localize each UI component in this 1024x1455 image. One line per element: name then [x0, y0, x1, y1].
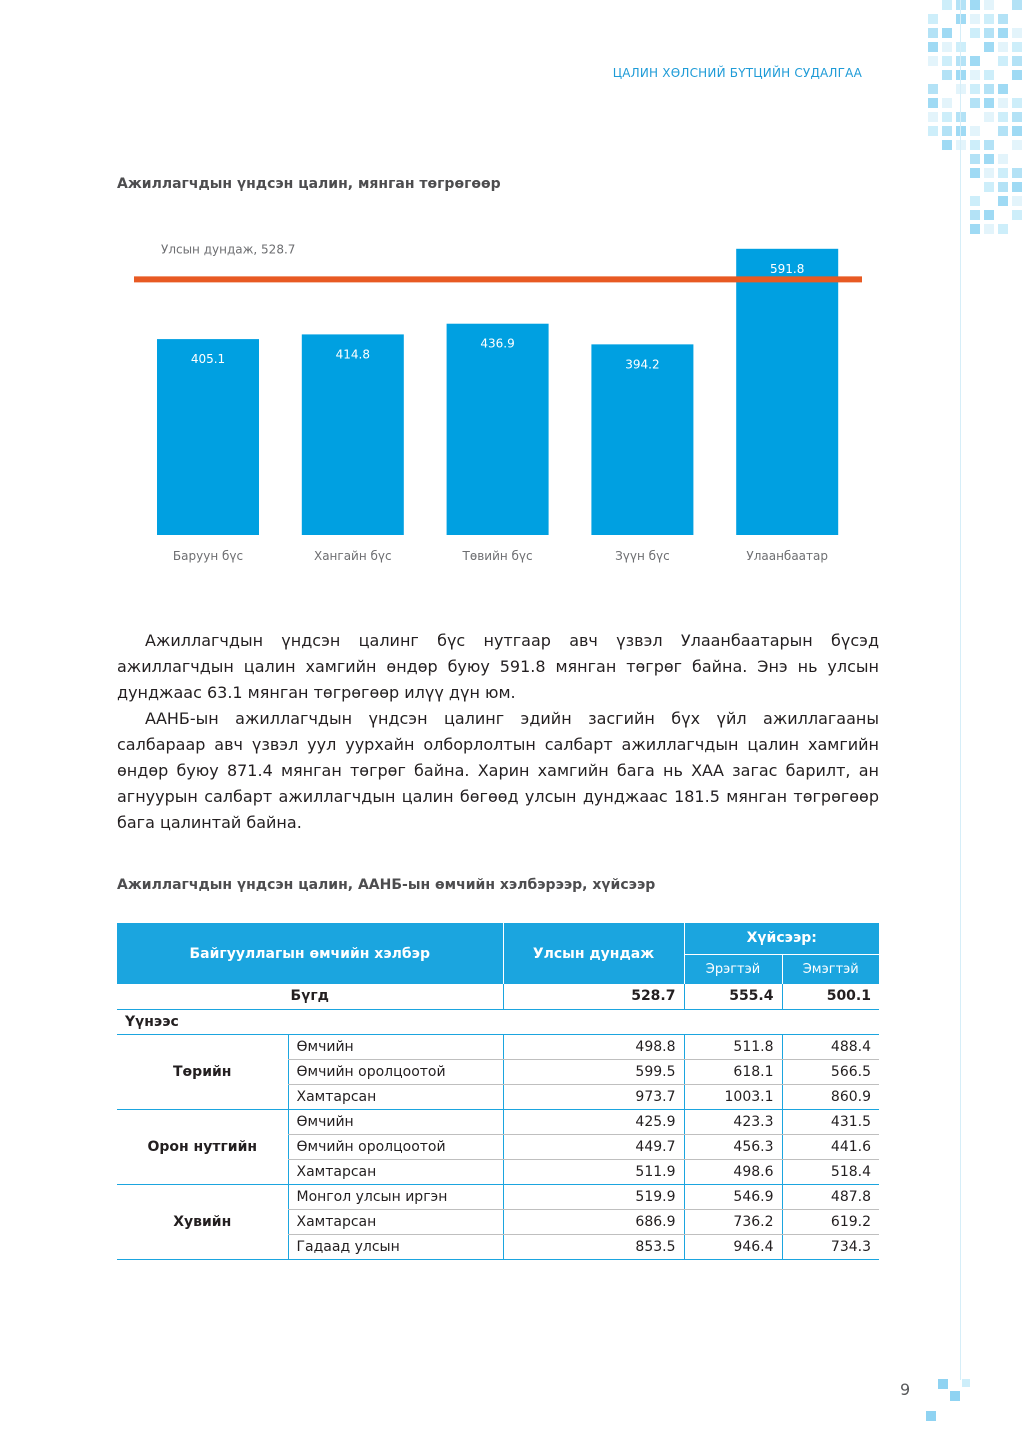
bar: [591, 344, 693, 535]
decorative-pixel: [928, 28, 938, 38]
table-body: [117, 984, 879, 1259]
cell-male: 511.8: [684, 1034, 782, 1059]
header-national-average: Улсын дундаж: [503, 923, 684, 984]
header-by-sex: Хүйсээр:: [684, 923, 879, 954]
cell-female: 518.4: [782, 1159, 879, 1184]
decorative-pixel: [1012, 98, 1022, 108]
bar-value-label: 591.8: [770, 261, 805, 276]
cell-female: 860.9: [782, 1084, 879, 1109]
table-row: [117, 1184, 879, 1209]
row-label: Хамтарсан: [288, 1209, 503, 1234]
decorative-pixel: [998, 98, 1008, 108]
row-label: Өмчийн: [288, 1109, 503, 1134]
row-label: Өмчийн оролцоотой: [288, 1134, 503, 1159]
category-label: Баруун бүс: [172, 549, 244, 563]
decorative-pixel: [970, 210, 980, 220]
decorative-pixel: [984, 168, 994, 178]
row-label: Өмчийн: [288, 1034, 503, 1059]
decorative-pixel: [956, 42, 966, 52]
decorative-pixel: [928, 42, 938, 52]
table-row-total: [117, 984, 879, 1009]
decorative-pixel: [956, 70, 966, 80]
decorative-pixel: [984, 28, 994, 38]
decorative-pixel: [1012, 182, 1022, 192]
decorative-pixel: [1012, 0, 1022, 10]
bar: [157, 339, 259, 535]
decorative-pixel: [1012, 168, 1022, 178]
row-label: Өмчийн оролцоотой: [288, 1059, 503, 1084]
decorative-pixel: [984, 0, 994, 10]
decorative-pixel: [956, 112, 966, 122]
category-label: Зүүн бүс: [615, 549, 670, 563]
decorative-pixel: [942, 126, 952, 136]
cell-male: 423.3: [684, 1109, 782, 1134]
decorative-pixel: [998, 112, 1008, 122]
table-row: [117, 1034, 879, 1059]
decorative-pixel: [942, 140, 952, 150]
decorative-pixel: [1012, 126, 1022, 136]
decorative-pixel: [984, 140, 994, 150]
decorative-pixel: [984, 14, 994, 24]
decorative-pixel: [942, 28, 952, 38]
decorative-pixel: [956, 14, 966, 24]
decorative-pixel: [956, 140, 966, 150]
decorative-pixel: [1012, 28, 1022, 38]
decorative-pixel: [956, 84, 966, 94]
cell-avg: 686.9: [503, 1209, 684, 1234]
total-female: 500.1: [782, 984, 879, 1009]
bar: [736, 249, 838, 535]
decorative-pixel: [970, 0, 980, 10]
decorative-pixel: [998, 154, 1008, 164]
bars-group: [157, 249, 838, 535]
decorative-pixel: [998, 182, 1008, 192]
decorative-pixel: [984, 182, 994, 192]
decorative-pixel: [998, 84, 1008, 94]
margin-guide-line: [960, 0, 961, 1380]
decorative-pixel: [998, 224, 1008, 234]
cell-avg: 425.9: [503, 1109, 684, 1134]
decorative-pixel: [970, 70, 980, 80]
decorative-pixel: [942, 56, 952, 66]
row-label: Хамтарсан: [288, 1159, 503, 1184]
cell-avg: 519.9: [503, 1184, 684, 1209]
cell-male: 618.1: [684, 1059, 782, 1084]
decorative-pixel: [956, 126, 966, 136]
decorative-pixel: [998, 14, 1008, 24]
decorative-pixel: [984, 70, 994, 80]
bar-value-label: 405.1: [190, 352, 226, 367]
group-label: Орон нутгийн: [117, 1109, 288, 1184]
cell-female: 734.3: [782, 1234, 879, 1259]
cell-male: 946.4: [684, 1234, 782, 1259]
decorative-pixel: [970, 224, 980, 234]
cell-avg: 511.9: [503, 1159, 684, 1184]
row-label: Гадаад улсын: [288, 1234, 503, 1259]
decorative-pixel: [984, 42, 994, 52]
decorative-pixel: [928, 14, 938, 24]
decorative-pixel: [928, 98, 938, 108]
decorative-pixel: [970, 140, 980, 150]
table-title: Ажиллагчдын үндсэн цалин, ААНБ-ын өмчийн хэлбэрээр, хүйсээр: [117, 877, 656, 893]
cell-female: 431.5: [782, 1109, 879, 1134]
decorative-pixel: [942, 98, 952, 108]
header-female: Эмэгтэй: [782, 954, 879, 984]
table-row: [117, 1109, 879, 1134]
group-label: Төрийн: [117, 1034, 288, 1109]
chart-title: Ажиллагчдын үндсэн цалин, мянган төгрөгөөр: [117, 176, 501, 192]
decorative-pixel: [928, 84, 938, 94]
decorative-pixel: [1012, 42, 1022, 52]
cell-female: 441.6: [782, 1134, 879, 1159]
category-labels-group: [173, 549, 828, 563]
paragraph: Ажиллагчдын үндсэн цалинг бүс нутгаар авч үзвэл Улаанбаатарын бүсэд ажиллагчдын цалин хамгийн өндөр буюу 591.8 мянган төгрөг байна. Энэ нь улсын дунджаас 63.1 мянган төгрөгөөр илүү дүн юм.: [117, 631, 879, 702]
category-label: Хангайн бүс: [313, 549, 392, 563]
page-number: 9: [900, 1380, 911, 1399]
decorative-pixel: [998, 196, 1008, 206]
decorative-pixel: [984, 154, 994, 164]
cell-avg: 599.5: [503, 1059, 684, 1084]
decorative-pixel: [956, 56, 966, 66]
cell-avg: 853.5: [503, 1234, 684, 1259]
cell-female: 566.5: [782, 1059, 879, 1084]
decorative-pixel: [942, 112, 952, 122]
cell-female: 487.8: [782, 1184, 879, 1209]
decorative-pixel: [998, 168, 1008, 178]
total-avg: 528.7: [503, 984, 684, 1009]
decorative-pixel: [970, 196, 980, 206]
decorative-pixel: [942, 42, 952, 52]
header-male: Эрэгтэй: [684, 954, 782, 984]
cell-female: 488.4: [782, 1034, 879, 1059]
decorative-pixel: [998, 42, 1008, 52]
decorative-pixel: [1012, 210, 1022, 220]
bar-chart: [117, 240, 879, 580]
decorative-pixel: [984, 112, 994, 122]
header-ownership: Байгууллагын өмчийн хэлбэр: [117, 923, 503, 984]
decorative-pixel: [970, 14, 980, 24]
decorative-pixel: [970, 168, 980, 178]
decorative-pixel-pattern-bottom: [924, 1375, 984, 1435]
decorative-pixel: [1012, 112, 1022, 122]
decorative-pixel: [984, 98, 994, 108]
cell-female: 619.2: [782, 1209, 879, 1234]
row-label: Монгол улсын иргэн: [288, 1184, 503, 1209]
cell-male: 736.2: [684, 1209, 782, 1234]
decorative-pixel: [928, 112, 938, 122]
category-label: Төвийн бүс: [462, 549, 533, 563]
decorative-pixel: [942, 70, 952, 80]
bar-value-label: 394.2: [625, 357, 660, 372]
paragraph: ААНБ-ын ажиллагчдын үндсэн цалинг эдийн засгийн бүх үйл ажиллагааны салбараар авч үзвэл уул уурхайн олборлолтын салбарт ажиллагчдын цалин хамгийн өндөр буюу 871.4 мянган төгрөг байна. Харин хамгийн бага нь ХАА загас барилт, ан агнуурын салбарт ажиллагчдын цалин бөгөөд улсын дунджаас 181.5 мянган төгрөгөөр бага цалинтай байна.: [117, 709, 879, 832]
decorative-pixel: [1012, 70, 1022, 80]
cell-male: 498.6: [684, 1159, 782, 1184]
decorative-pixel-pattern: [924, 0, 1024, 240]
decorative-pixel: [970, 56, 980, 66]
decorative-pixel: [928, 56, 938, 66]
cell-avg: 449.7: [503, 1134, 684, 1159]
decorative-pixel: [984, 210, 994, 220]
cell-male: 456.3: [684, 1134, 782, 1159]
decorative-pixel: [970, 126, 980, 136]
decorative-pixel: [998, 56, 1008, 66]
cell-avg: 498.8: [503, 1034, 684, 1059]
decorative-pixel: [984, 84, 994, 94]
decorative-pixel: [998, 28, 1008, 38]
decorative-pixel: [1012, 196, 1022, 206]
total-male: 555.4: [684, 984, 782, 1009]
bar: [447, 324, 549, 535]
running-header: ЦАЛИН ХӨЛСНИЙ БҮТЦИЙН СУДАЛГАА: [612, 66, 862, 80]
decorative-pixel: [998, 126, 1008, 136]
cell-male: 546.9: [684, 1184, 782, 1209]
cell-avg: 973.7: [503, 1084, 684, 1109]
of-which-label: Үүнээс: [117, 1009, 879, 1034]
category-label: Улаанбаатар: [746, 549, 829, 563]
total-label: Бүгд: [117, 984, 503, 1009]
salary-table: [117, 923, 879, 1260]
decorative-pixel: [928, 126, 938, 136]
cell-male: 1003.1: [684, 1084, 782, 1109]
decorative-pixel: [970, 84, 980, 94]
row-label: Хамтарсан: [288, 1084, 503, 1109]
bar-value-label: 414.8: [335, 347, 370, 362]
bar-value-label: 436.9: [480, 336, 515, 351]
decorative-pixel: [970, 98, 980, 108]
decorative-pixel: [1012, 56, 1022, 66]
body-text: [117, 628, 879, 836]
decorative-pixel: [956, 0, 966, 10]
national-average-label: Улсын дундаж, 528.7: [161, 242, 296, 257]
decorative-pixel: [942, 0, 952, 10]
decorative-pixel: [984, 224, 994, 234]
table-row-of-which: [117, 1009, 879, 1034]
decorative-pixel: [970, 154, 980, 164]
bar: [302, 334, 404, 535]
decorative-pixel: [970, 28, 980, 38]
group-label: Хувийн: [117, 1184, 288, 1259]
decorative-pixel: [1012, 140, 1022, 150]
